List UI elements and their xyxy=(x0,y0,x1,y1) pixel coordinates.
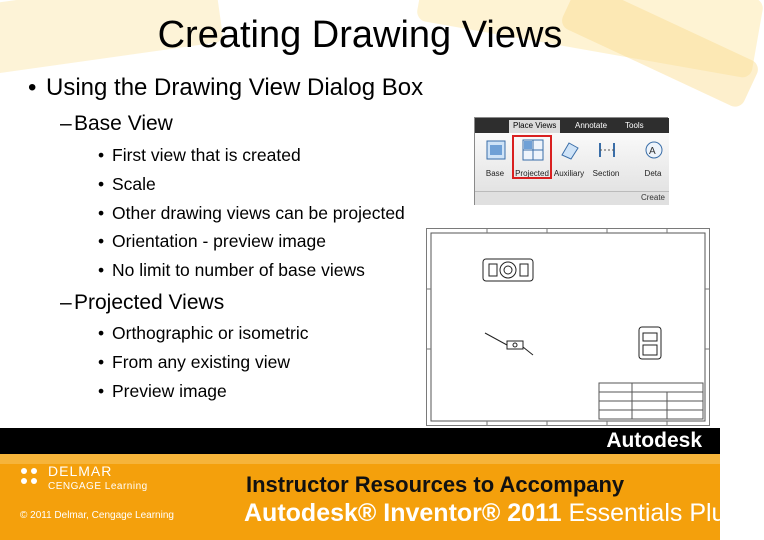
detail-view-icon xyxy=(643,139,665,161)
section-view-icon xyxy=(596,139,618,161)
base-view-part xyxy=(483,259,533,281)
projected-highlight-box xyxy=(512,135,552,179)
base-view-icon xyxy=(485,139,507,161)
right-view-part xyxy=(639,327,661,359)
bullet-projected-views: – Projected Views xyxy=(60,291,225,314)
bullet-base-view: – Base View xyxy=(60,112,173,135)
ribbon-screenshot xyxy=(474,117,668,205)
auxiliary-view-icon xyxy=(559,139,581,161)
base-item-5: • No limit to number of base views xyxy=(98,260,365,280)
tab-tools[interactable]: Tools xyxy=(625,121,644,130)
projected-item-3: • Preview image xyxy=(98,381,227,401)
projected-item-2: • From any existing view xyxy=(98,352,290,372)
drawing-sheet-preview xyxy=(426,228,710,426)
publisher-name: DELMAR xyxy=(48,463,113,479)
auxiliary-view-button[interactable]: Auxiliary xyxy=(551,137,587,189)
tab-annotate[interactable]: Annotate xyxy=(575,121,608,130)
base-item-2: • Scale xyxy=(98,174,156,194)
slide-title: Creating Drawing Views xyxy=(157,14,563,56)
copyright-text: © 2011 Delmar, Cengage Learning xyxy=(20,510,174,521)
title-block xyxy=(599,383,703,419)
bullet-level1: • Using the Drawing View Dialog Box xyxy=(28,74,424,101)
ribbon-panel-footer: Create xyxy=(475,191,669,205)
tab-place-views[interactable]: Place Views xyxy=(509,120,560,133)
ribbon-tabbar xyxy=(475,118,669,133)
publisher-sub: CENGAGE Learning xyxy=(48,481,148,492)
base-item-4: • Orientation - preview image xyxy=(98,231,326,251)
ribbon-tools xyxy=(475,133,669,191)
detail-view-button[interactable]: A Deta xyxy=(635,137,671,189)
svg-text:A: A xyxy=(649,146,656,157)
autodesk-logo: Autodesk xyxy=(606,429,702,452)
base-view-button[interactable]: Base xyxy=(477,137,513,189)
drawing-sheet-graphic xyxy=(427,229,709,425)
footer-tagline: Instructor Resources to Accompany xyxy=(246,472,625,497)
projected-view-button[interactable]: Projected xyxy=(514,137,550,189)
product-name: Autodesk® Inventor® 2011 Essentials Plus xyxy=(244,499,738,527)
section-view-button[interactable]: Section xyxy=(588,137,624,189)
base-item-1: • First view that is created xyxy=(98,145,301,165)
base-item-3: • Other drawing views can be projected xyxy=(98,203,405,223)
isometric-view-part xyxy=(485,333,533,355)
delmar-logo-icon xyxy=(18,465,40,487)
projected-item-1: • Orthographic or isometric xyxy=(98,323,309,343)
